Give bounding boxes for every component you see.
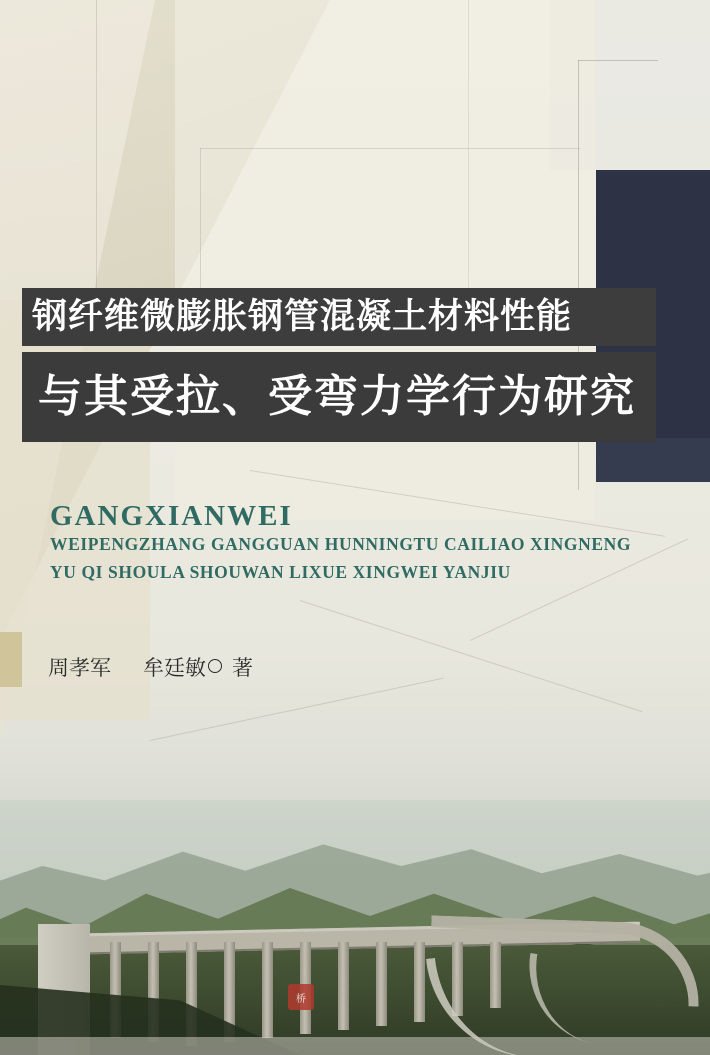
pinyin-line-1: GANGXIANWEI [50,500,293,532]
guide-line-horizontal-mid [200,148,580,149]
page-title-line-2: 与其受拉、受弯力学行为研究 [38,371,636,422]
guide-line-vertical-mid [200,148,201,298]
bridge-pier [376,942,387,1026]
author-block [48,652,253,682]
guide-line-horizontal-top [578,60,658,61]
author-name-1: 周孝军 [48,656,111,680]
accent-tab [0,632,22,687]
pinyin-line-2: WEIPENGZHANG GANGGUAN HUNNINGTU CAILIAO XINGNENG [50,534,632,554]
bridge-pier [338,942,349,1030]
guide-line-vertical-center [468,0,469,300]
author-name-2: 牟廷敏 [143,656,206,680]
author-role: 著 [232,656,253,680]
title-band-primary [22,288,656,346]
page-title-line-1: 钢纤维微膨胀钢管混凝土材料性能 [32,296,573,337]
bridge-pier [262,942,273,1038]
photo-bottom-strip [0,1037,710,1055]
background-panel-dark-lower [596,438,710,482]
circle-icon [208,659,222,673]
background-panel-ivory [175,0,595,520]
cover-photograph [0,800,710,1055]
pinyin-line-3: YU QI SHOULA SHOUWAN LIXUE XINGWEI YANJIU [50,562,511,582]
stamp-icon: 桥 [288,984,314,1010]
bridge-pier [414,942,425,1022]
title-band-secondary [22,352,656,442]
guide-line-vertical-left [96,0,97,300]
